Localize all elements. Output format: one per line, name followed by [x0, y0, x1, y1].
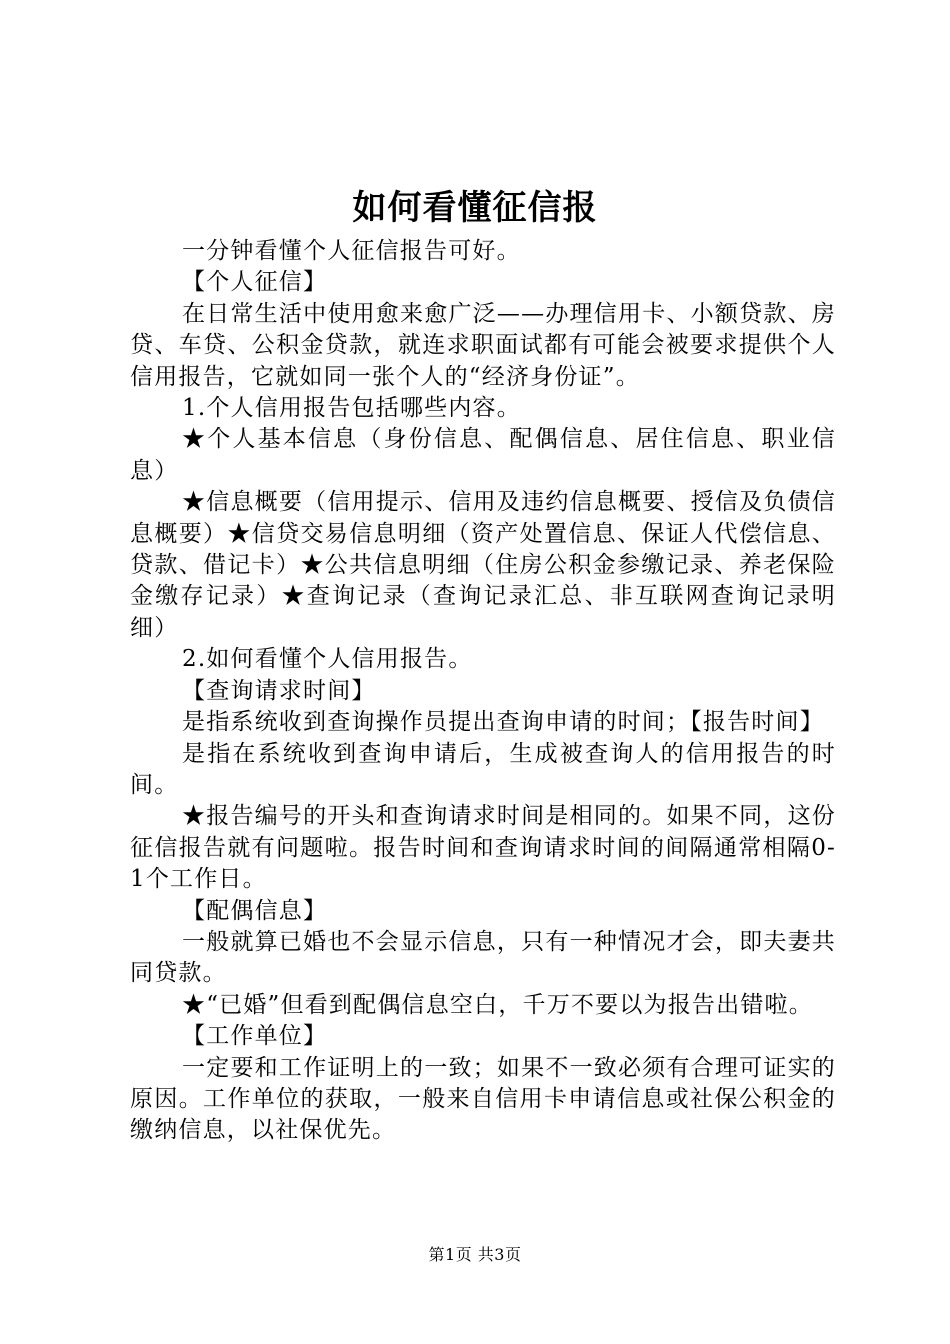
- page-number-footer: 第1页 共3页: [428, 1245, 522, 1264]
- section-heading-personal-credit: 【个人征信】: [182, 269, 328, 296]
- document-body: [130, 236, 836, 1147]
- numbered-heading-2: 2.如何看懂个人信用报告。: [182, 646, 473, 673]
- body-paragraph: 一定要和工作证明上的一致；如果不一致必须有合理可证实的原因。工作单位的获取，一般来自信用卡申请信息或社保公积金的缴纳信息，以社保优先。: [130, 1054, 836, 1144]
- body-paragraph: 一般就算已婚也不会显示信息，只有一种情况才会，即夫妻共同贷款。: [130, 928, 836, 987]
- bullet-paragraph: ★“已婚”但看到配偶信息空白，千万不要以为报告出错啦。: [182, 991, 813, 1018]
- bullet-paragraph: ★报告编号的开头和查询请求时间是相同的。如果不同，这份征信报告就有问题啦。报告时间和查询请求时间的间隔通常相隔0-1个工作日。: [130, 803, 836, 893]
- numbered-heading-1: 1.个人信用报告包括哪些内容。: [182, 395, 521, 422]
- intro-paragraph: 一分钟看懂个人征信报告可好。: [182, 238, 521, 264]
- section-heading-employer: 【工作单位】: [182, 1023, 328, 1050]
- body-paragraph: 是指系统收到查询操作员提出查询申请的时间；【报告时间】: [182, 709, 824, 736]
- section-heading-spouse-info: 【配偶信息】: [182, 897, 328, 924]
- bullet-paragraph: ★个人基本信息（身份信息、配偶信息、居住信息、职业信息）: [130, 426, 836, 484]
- body-paragraph: 在日常生活中使用愈来愈广泛——办理信用卡、小额贷款、房贷、车贷、公积金贷款，就连求职面试都有可能会被要求提供个人信用报告，它就如同一张个人的“经济身份证”。: [130, 300, 836, 390]
- section-heading-query-time: 【查询请求时间】: [182, 677, 376, 704]
- body-paragraph: 是指在系统收到查询申请后，生成被查询人的信用报告的时间。: [130, 740, 836, 798]
- bullet-paragraph: ★信息概要（信用提示、信用及违约信息概要、授信及负债信息概要）★信贷交易信息明细（资产处置信息、保证人代偿信息、贷款、借记卡）★公共信息明细（住房公积金参缴记录、养老保险金缴存记录）★查询记录（查询记录汇总、非互联网查询记录明细）: [130, 489, 836, 641]
- document-title: 如何看懂征信报: [352, 188, 598, 228]
